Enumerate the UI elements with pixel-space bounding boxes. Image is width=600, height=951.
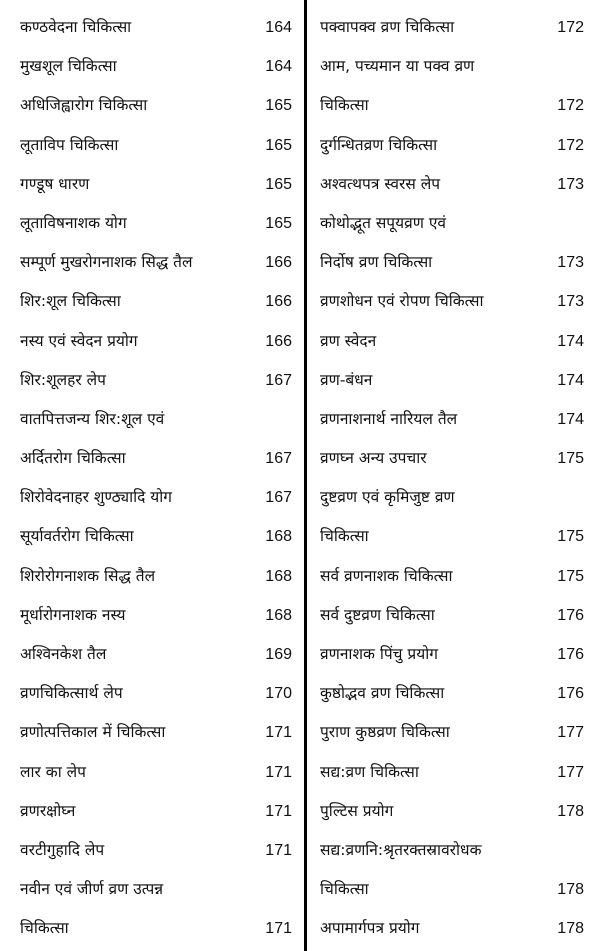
index-entry — [20, 47, 292, 86]
index-entry — [20, 478, 292, 517]
index-entry — [20, 400, 292, 439]
index-entry — [320, 909, 584, 948]
entry-title: अधिजिह्वारोग चिकित्सा — [20, 96, 148, 115]
index-entry — [20, 86, 292, 125]
entry-page-number: 165 — [265, 175, 292, 193]
index-entry — [320, 361, 584, 400]
entry-title: नवीन एवं जीर्ण व्रण उत्पन्न — [20, 880, 164, 899]
entry-page-number: 178 — [557, 802, 584, 820]
entry-page-number: 168 — [265, 606, 292, 624]
entry-title: व्रणरक्षोघ्न — [20, 801, 76, 820]
entry-page-number: 166 — [265, 293, 292, 311]
index-entry — [20, 792, 292, 831]
entry-title: अश्वत्थपत्र स्वरस लेप — [320, 174, 441, 193]
entry-title: कुष्ठोद्भव व्रण चिकित्सा — [320, 684, 445, 703]
index-entry — [20, 243, 292, 282]
entry-page-number: 172 — [557, 19, 584, 36]
index-entry — [20, 126, 292, 165]
entry-title: दुर्गन्धितव्रण चिकित्सा — [320, 135, 438, 154]
right-column — [320, 8, 584, 948]
entry-page-number: 177 — [557, 724, 584, 742]
entry-title: लार का लेप — [20, 762, 86, 781]
entry-page-number: 178 — [557, 920, 584, 938]
entry-title: पुराण कुष्ठव्रण चिकित्सा — [320, 723, 450, 742]
entry-page-number: 174 — [557, 332, 584, 350]
entry-page-number: 177 — [557, 763, 584, 781]
entry-title: शिरोरोगनाशक सिद्ध तैल — [20, 566, 156, 585]
entry-title: कोथोद्भूत सपूयव्रण एवं — [320, 213, 447, 232]
entry-page-number: 174 — [557, 410, 584, 428]
entry-title: वरटीगुहादि लेप — [20, 840, 105, 859]
entry-title: व्रणनाशनार्थ नारियल तैल — [320, 409, 458, 428]
entry-page-number: 169 — [265, 646, 292, 663]
index-entry — [20, 8, 292, 47]
entry-page-number: 171 — [265, 802, 292, 820]
index-entry — [20, 674, 292, 713]
entry-title: शिर:शूल चिकित्सा — [20, 292, 121, 311]
entry-title: नस्य एवं स्वेदन प्रयोग — [20, 331, 138, 350]
entry-page-number: 176 — [557, 685, 584, 703]
entry-page-number: 164 — [265, 58, 292, 76]
index-entry — [320, 8, 584, 47]
entry-page-number: 165 — [265, 97, 292, 115]
entry-page-number: 166 — [265, 254, 292, 272]
index-entry — [20, 204, 292, 243]
entry-page-number: 167 — [265, 450, 292, 468]
index-entry — [320, 517, 584, 556]
index-entry — [320, 674, 584, 713]
entry-title: चिकित्सा — [320, 96, 369, 115]
index-entry — [20, 831, 292, 870]
entry-page-number: 168 — [265, 567, 292, 585]
entry-title: मुखशूल चिकित्सा — [20, 57, 117, 76]
entry-page-number: 175 — [557, 450, 584, 468]
left-column — [20, 8, 292, 948]
entry-page-number: 171 — [265, 763, 292, 781]
index-entry — [320, 86, 584, 125]
entry-page-number: 165 — [265, 214, 292, 232]
entry-title: शिरोवेदनाहर शुण्ठ्यादि योग — [20, 488, 173, 507]
entry-page-number: 172 — [557, 97, 584, 115]
entry-title: सद्य:व्रण चिकित्सा — [320, 762, 419, 781]
entry-title: लूताविषनाशक योग — [20, 213, 127, 232]
entry-title: गण्डूष धारण — [20, 174, 90, 193]
index-entry — [320, 126, 584, 165]
column-divider — [304, 0, 307, 951]
entry-title: निर्दोष व्रण चिकित्सा — [320, 253, 433, 272]
entry-page-number: 178 — [557, 881, 584, 899]
index-entry — [320, 282, 584, 321]
index-entry — [320, 635, 584, 674]
index-entry — [320, 753, 584, 792]
entry-title: शिर:शूलहर लेप — [20, 370, 106, 389]
entry-page-number: 174 — [557, 371, 584, 389]
index-entry — [20, 596, 292, 635]
entry-title: व्रणोत्पत्तिकाल में चिकित्सा — [20, 723, 166, 742]
index-entry — [320, 557, 584, 596]
entry-title: पक्वापक्व व्रण चिकित्सा — [320, 18, 455, 36]
index-entry — [20, 165, 292, 204]
entry-title: व्रण-बंधन — [320, 370, 373, 389]
entry-page-number: 173 — [557, 175, 584, 193]
entry-title: कण्ठवेदना चिकित्सा — [20, 18, 132, 36]
entry-title: अपामार्गपत्र प्रयोग — [320, 919, 420, 938]
entry-title: सम्पूर्ण मुखरोगनाशक सिद्ध तैल — [20, 253, 193, 272]
index-entry — [20, 753, 292, 792]
index-entry — [320, 204, 584, 243]
entry-page-number: 167 — [265, 489, 292, 507]
index-entry — [20, 361, 292, 400]
entry-page-number: 176 — [557, 646, 584, 663]
entry-page-number: 173 — [557, 254, 584, 272]
entry-title: आम, पच्यमान या पक्व व्रण — [320, 57, 475, 76]
entry-page-number: 167 — [265, 371, 292, 389]
entry-title: सूर्यावर्तरोग चिकित्सा — [20, 527, 134, 546]
index-entry — [320, 596, 584, 635]
entry-page-number: 172 — [557, 136, 584, 154]
entry-title: सद्य:व्रणनि:श्रृतरक्तस्रावरोधक — [320, 840, 482, 859]
entry-page-number: 166 — [265, 332, 292, 350]
index-entry — [20, 517, 292, 556]
entry-page-number: 175 — [557, 567, 584, 585]
entry-title: दुष्टव्रण एवं कृमिजुष्ट व्रण — [320, 488, 455, 507]
index-entry — [320, 400, 584, 439]
index-entry — [20, 557, 292, 596]
entry-page-number: 164 — [265, 19, 292, 36]
index-entry — [20, 909, 292, 948]
index-entry — [320, 792, 584, 831]
entry-title: वातपित्तजन्य शिर:शूल एवं — [20, 409, 165, 428]
entry-title: सर्व व्रणनाशक चिकित्सा — [320, 566, 453, 585]
entry-title: व्रण स्वेदन — [320, 331, 377, 350]
entry-title: चिकित्सा — [320, 527, 369, 546]
index-entry — [320, 47, 584, 86]
entry-page-number: 176 — [557, 606, 584, 624]
entry-page-number: 173 — [557, 293, 584, 311]
entry-title: चिकित्सा — [320, 880, 369, 899]
entry-page-number: 171 — [265, 841, 292, 859]
index-entry — [320, 831, 584, 870]
entry-page-number: 170 — [265, 685, 292, 703]
entry-title: लूताविप चिकित्सा — [20, 135, 119, 154]
index-entry — [320, 478, 584, 517]
entry-title: अर्दितरोग चिकित्सा — [20, 449, 126, 468]
index-entry — [20, 439, 292, 478]
index-entry — [320, 243, 584, 282]
index-entry — [320, 322, 584, 361]
entry-page-number: 171 — [265, 920, 292, 938]
index-entry — [320, 439, 584, 478]
index-entry — [320, 713, 584, 752]
entry-title: व्रणचिकित्सार्थ लेप — [20, 684, 123, 703]
entry-title: व्रणशोधन एवं रोपण चिकित्सा — [320, 292, 484, 311]
entry-title: पुल्टिस प्रयोग — [320, 801, 394, 820]
entry-page-number: 168 — [265, 528, 292, 546]
entry-title: व्रणनाशक पिंचु प्रयोग — [320, 645, 438, 663]
index-entry — [20, 713, 292, 752]
entry-page-number: 175 — [557, 528, 584, 546]
index-entry — [20, 635, 292, 674]
entry-title: सर्व दुष्टव्रण चिकित्सा — [320, 605, 435, 624]
entry-page-number: 165 — [265, 136, 292, 154]
entry-title: अश्विनकेश तैल — [20, 645, 107, 663]
entry-title: व्रणघ्न अन्य उपचार — [320, 449, 427, 468]
index-entry — [320, 870, 584, 909]
entry-title: चिकित्सा — [20, 919, 69, 938]
index-entry — [320, 165, 584, 204]
index-entry — [20, 322, 292, 361]
index-entry — [20, 870, 292, 909]
entry-title: मूर्धारोगनाशक नस्य — [20, 605, 126, 624]
entry-page-number: 171 — [265, 724, 292, 742]
index-entry — [20, 282, 292, 321]
